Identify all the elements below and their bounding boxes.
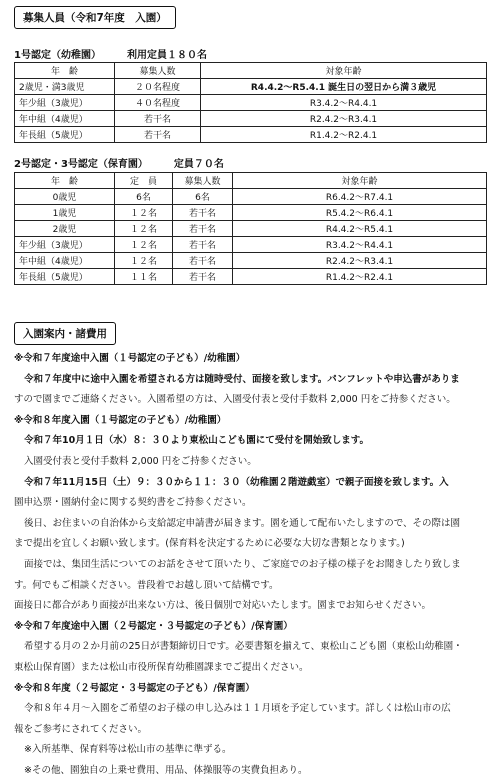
cell-target: R1.4.2～R2.4.1 [233,269,487,285]
cell-capacity: 6名 [115,189,173,205]
cell-age: 年少組（3歳児） [15,237,115,253]
cell-capacity: １１名 [115,269,173,285]
section-header-text: 募集人員（令和7年度 入園） [23,12,167,24]
cell-target: R2.4.2～R3.4.1 [233,253,487,269]
cell-age: 2歳児・満3歳児 [15,79,115,95]
paragraph-line: すので園までご連絡ください。入園希望の方は、入園受付表と受付手数料 2,000 円をご持参ください。 [14,394,456,406]
table-row [15,269,487,285]
cell-capacity: １２名 [115,253,173,269]
table-row [15,111,487,127]
cell-recruit: 若干名 [115,127,201,143]
table-row [15,127,487,143]
col-header-target: 対象年齢 [201,63,487,79]
cell-recruit: ２０名程度 [115,79,201,95]
paragraph-line: 東松山保育園）または松山市役所保育幼稚園課までご提出ください。 [14,661,309,673]
cell-capacity: １２名 [115,237,173,253]
subheading-2026-type1: ※令和８年度入園（１号認定の子ども）/幼稚園） [14,414,227,426]
table-type1-kindergarten [14,62,487,143]
cell-recruit: 若干名 [173,253,233,269]
cell-age: 1歳児 [15,205,115,221]
col-header-age: 年 齢 [15,173,115,189]
table1-title [14,46,207,61]
cell-recruit: 若干名 [115,111,201,127]
cell-target: R3.4.2～R4.4.1 [201,95,487,111]
paragraph-line: 希望する月の２か月前の25日が書類締切日です。必要書類を揃えて、東松山こども園（東松山幼稚園・ [24,641,463,653]
paragraph-line: す。何でもご相談ください。普段着でお越し頂いて結構です。 [14,579,279,591]
cell-age: 年長組（5歳児） [15,269,115,285]
table-row [15,221,487,237]
cell-target: R3.4.2～R4.4.1 [233,237,487,253]
cell-recruit: 若干名 [173,237,233,253]
cell-age: 2歳児 [15,221,115,237]
paragraph-line: 令和７年11月15日（土）９：３０から１１：３０（幼稚園２階遊戯室）で親子面接を致します。入 [24,476,449,488]
table-row [15,205,487,221]
cell-target: R2.4.2～R3.4.1 [201,111,487,127]
section-header-text: 入園案内・諸費用 [23,328,107,340]
table1-title-text: 1号認定（幼稚園） [14,50,101,61]
col-header-target: 対象年齢 [233,173,487,189]
table2-title-text: 2号認定・3号認定（保育園） [14,159,148,170]
cell-target: R6.4.2～R7.4.1 [233,189,487,205]
cell-age: 年中組（4歳児） [15,253,115,269]
paragraph-line: 面接日に都合があり面接が出来ない方は、後日個別で対応いたします。園までお知らせください。 [14,600,431,612]
subheading-2025-midyear-type1: ※令和７年度途中入園（１号認定の子ども）/幼稚園） [14,353,246,364]
paragraph-line: まで提出を宜しくお願い致します。(保育料を決定するために必要な大切な書類となります。) [14,538,405,550]
paragraph-line: 令和８年４月～入園をご希望のお子様の申し込みは１１月頃を予定しています。詳しくは松山市の広 [24,703,451,715]
paragraph-line: 面接では、集団生活についてのお話をさせて頂いたり、ご家庭でのお子様の様子をお聞きしたり致しま [24,558,461,570]
cell-recruit: ４０名程度 [115,95,201,111]
table2-capacity: 定員７０名 [173,159,224,170]
subheading-2025-midyear-type2-3: ※令和７年度途中入園（２号認定・３号認定の子ども）/保育園） [14,620,293,632]
section-header-admission-guide [14,322,116,345]
cell-age: 0歳児 [15,189,115,205]
section-header-recruitment [14,6,176,29]
paragraph-line: 入園受付表と受付手数料 2,000 円をご持参ください。 [24,455,257,467]
table-header-row [15,173,487,189]
cell-target: R4.4.2～R5.4.1 誕生日の翌日から満３歳児 [201,79,487,95]
col-header-recruit: 募集人数 [115,63,201,79]
col-header-age: 年 齢 [15,63,115,79]
note-line: ※入所基準、保育料等は松山市の基準に準ずる。 [24,744,232,756]
cell-capacity: １２名 [115,221,173,237]
paragraph-line: 園申込票・園納付金に関する契約書をご持参ください。 [14,497,252,509]
cell-age: 年中組（4歳児） [15,111,115,127]
table-row [15,237,487,253]
table-type2-3-nursery [14,172,487,285]
table-row [15,79,487,95]
col-header-capacity: 定 員 [115,173,173,189]
cell-age: 年長組（5歳児） [15,127,115,143]
paragraph-line: 報をご参考にされてください。 [14,723,148,735]
cell-recruit: 若干名 [173,205,233,221]
paragraph-line: 令和７年10月１日（水）８：３０より東松山こども園にて受付を開始致します。 [24,435,369,447]
table-row [15,95,487,111]
paragraph-line: 後日、お住まいの自治体から支給認定申請書が届きます。園を通して配布いたしますので、その際は園 [24,517,461,529]
table-header-row [15,63,487,79]
subheading-2026-type2-3: ※令和８年度（２号認定・３号認定の子ども）/保育園） [14,682,255,694]
cell-recruit: 6名 [173,189,233,205]
cell-target: R1.4.2～R2.4.1 [201,127,487,143]
note-line: ※その他、園独自の上乗せ費用、用品、体操服等の実費負担あり。 [24,764,308,776]
cell-recruit: 若干名 [173,269,233,285]
table2-title [14,155,224,170]
table-row [15,189,487,205]
admission-guide-body [14,349,488,781]
cell-capacity: １２名 [115,205,173,221]
cell-age: 年少組（3歳児） [15,95,115,111]
col-header-recruit: 募集人数 [173,173,233,189]
cell-target: R5.4.2～R6.4.1 [233,205,487,221]
table-row [15,253,487,269]
paragraph-line: 令和７年度中に途中入園を希望される方は随時受付、面接を致します。パンフレットや申込書がありま [24,373,460,385]
table1-capacity: 利用定員１８０名 [126,50,207,61]
cell-target: R4.4.2～R5.4.1 [233,221,487,237]
cell-recruit: 若干名 [173,221,233,237]
